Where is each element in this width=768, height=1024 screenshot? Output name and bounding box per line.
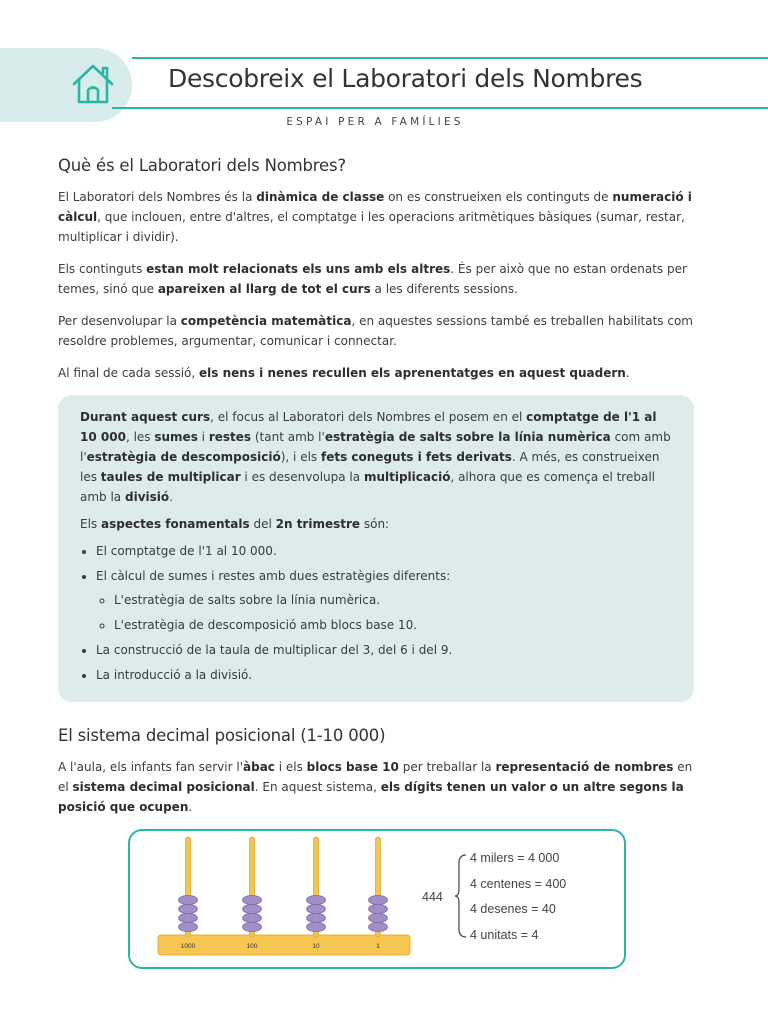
abacus-bead [369,904,388,913]
breakdown-units: 4 unitats = 4 [470,927,539,942]
list-item: ◦ L'estratègia de descomposició amb blocs base 10. [114,615,676,635]
header-rule-bottom [112,107,768,109]
list-item: • El càlcul de sumes i restes amb dues estratègies diferents: ◦ L'estratègia de salts sobre la línia numèrica. ◦ L'estratègia de descomposició amb blocs base 10. [96,566,676,635]
abacus-bead [369,913,388,922]
callout-paragraph-2: Els aspectes fonamentals del 2n trimestre són: [80,517,390,531]
list-item: ◦ L'estratègia de salts sobre la línia numèrica. [114,590,676,610]
list-item: • La introducció a la divisió. [96,665,676,685]
intro-heading: Què és el Laboratori dels Nombres? [58,156,346,175]
abacus-column-label: 100 [246,943,258,950]
list-item: • La construcció de la taula de multiplicar del 3, del 6 i del 9. [96,640,676,660]
breakdown-hundreds: 4 centenes = 400 [470,876,567,891]
home-icon[interactable] [70,62,116,106]
abacus-bead [243,922,262,931]
abacus-bead [369,922,388,931]
abacus-column-label: 10 [312,943,320,950]
intro-paragraph-3: Per desenvolupar la competència matemàtica, en aquestes sessions també es treballen habilitats com resoldre problemes, argumentar, comunicar i connectar. [58,314,693,348]
brace-icon [454,853,468,939]
abacus-column-label: 1000 [180,943,196,950]
callout-paragraph-1: Durant aquest curs, el focus al Laboratori dels Nombres el posem en el comptatge de l'1 al 10 000, les sumes i restes (tant amb l'estratègia de salts sobre la línia numèrica com amb l'estratègia de descomposició), i els fets coneguts i fets derivats. A més, es construeixen les taules de multiplicar i es desenvolupa la multiplicació, alhora que es comença el treball amb la divisió. [80,410,671,504]
breakdown-tens: 4 desenes = 40 [470,902,556,916]
abacus-number: 444 [422,890,443,904]
abacus-bead [307,922,326,931]
page-title: Descobreix el Laboratori dels Nombres [168,64,643,93]
abacus-diagram [128,829,626,969]
abacus-bead [369,895,388,904]
abacus-bead [243,904,262,913]
intro-paragraph-2: Els continguts estan molt relacionats els uns amb els altres. És per això que no estan ordenats per temes, sinó que apareixen al llarg de tot el curs a les diferents sessions. [58,262,687,296]
abacus-bead [179,922,198,931]
page-header [0,0,768,140]
abacus-bead [179,895,198,904]
section-label: ESPAI PER A FAMÍLIES [286,116,464,128]
decimal-paragraph: A l'aula, els infants fan servir l'àbac i els blocs base 10 per treballar la representació de nombres en el sistema decimal posicional. En aquest sistema, els dígits tenen un valor o un altre segons la posició que ocupen. [58,760,693,814]
page-content [58,156,698,969]
abacus [156,835,416,959]
intro-paragraph-1: El Laboratori dels Nombres és la dinàmica de classe on es construeixen els continguts de numeració i càlcul, que inclouen, entre d'altres, el comptatge i les operacions aritmètiques bàsiques (sumar, restar, multiplicar i dividir). [58,190,692,244]
key-aspects-list [80,541,676,685]
list-item: • El comptatge de l'1 al 10 000. [96,541,676,561]
abacus-bead [307,904,326,913]
header-rule-top [132,57,768,59]
course-focus-callout [58,395,694,702]
abacus-column-label: 1 [376,943,380,950]
intro-paragraph-4: Al final de cada sessió, els nens i nenes recullen els aprenentatges en aquest quadern. [58,366,630,380]
abacus-bead [307,913,326,922]
breakdown-thousands: 4 milers = 4 000 [470,851,560,865]
place-value-breakdown [470,851,566,953]
abacus-bead [243,913,262,922]
abacus-bead [179,913,198,922]
abacus-bead [243,895,262,904]
abacus-base [158,935,410,955]
strategies-sublist [96,590,676,635]
abacus-bead [179,904,198,913]
abacus-bead [307,895,326,904]
decimal-heading: El sistema decimal posicional (1-10 000) [58,726,386,745]
